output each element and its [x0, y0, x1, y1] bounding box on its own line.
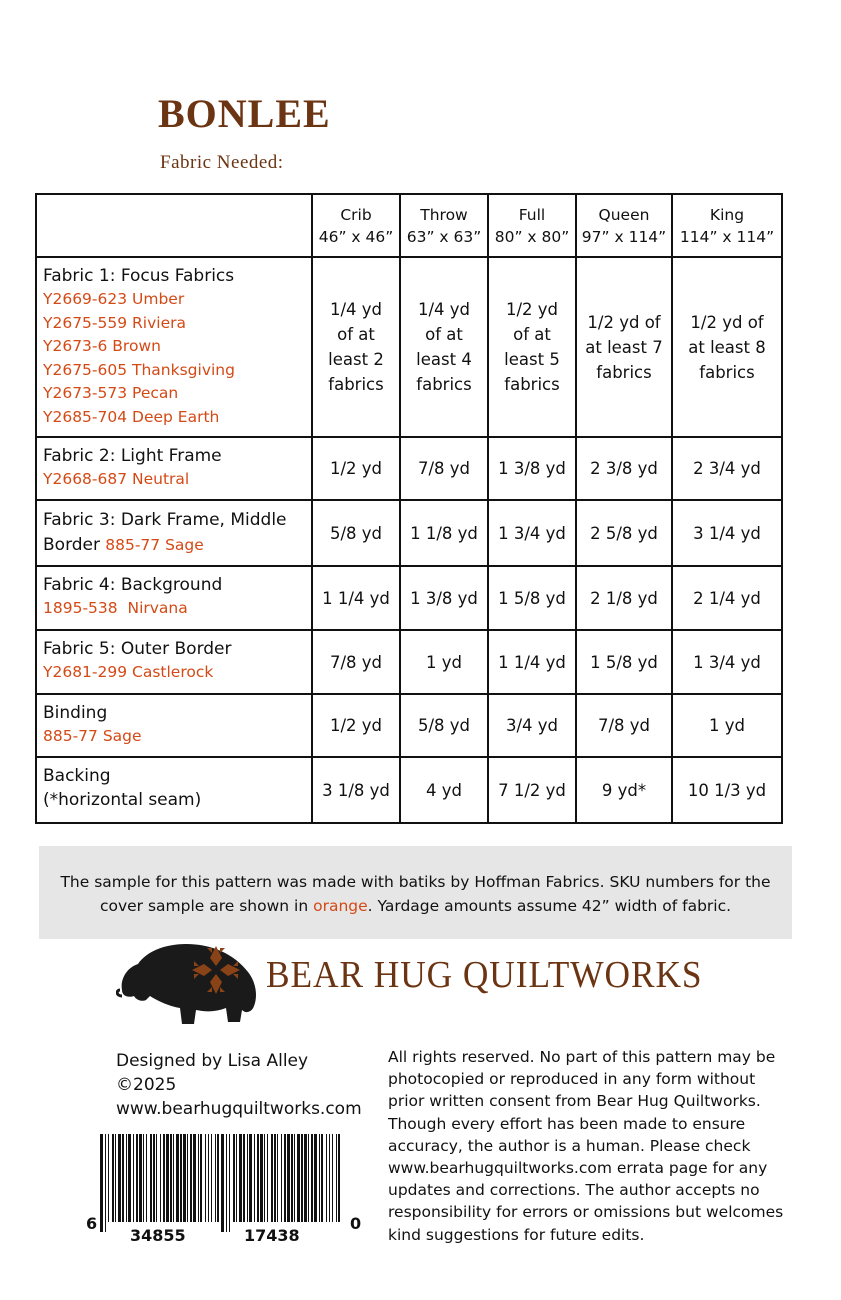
sku-text: Y2669-623 Umber	[43, 290, 185, 308]
amount-cell: 10 1/3 yd	[672, 757, 782, 823]
barcode-bar	[249, 1134, 252, 1222]
note-line-2: cover sample are shown in orange. Yardage amounts assume 42” width of fabric.	[99, 897, 732, 915]
barcode-bar	[321, 1134, 323, 1222]
sku-text: 885-77 Sage	[43, 727, 142, 745]
amount-cell: 2 3/8 yd	[576, 437, 672, 500]
sku-text: 885-77 Sage	[105, 536, 204, 554]
barcode-right-digit: 0	[350, 1214, 362, 1233]
fabric-needed-heading: Fabric Needed:	[160, 152, 284, 173]
barcode-bar	[105, 1134, 106, 1232]
barcode-bar	[274, 1134, 276, 1222]
copyright-line: ©2025	[116, 1075, 177, 1095]
barcode-bar	[176, 1134, 179, 1222]
barcode-bar	[187, 1134, 188, 1222]
table-row	[36, 257, 782, 437]
sku-text: Y2675-605 Thanksgiving	[43, 360, 235, 379]
amount-cell: 1 3/4 yd	[488, 500, 576, 566]
amount-cell: 7 1/2 yd	[488, 757, 576, 823]
amount-cell: 2 1/4 yd	[672, 566, 782, 630]
amount-cell: 1/4 yd of at least 2 fabrics	[312, 257, 400, 437]
barcode-bar	[215, 1134, 216, 1222]
row-label-fabric-3: Fabric 3: Dark Frame, Middle Border 885-77 Sage	[36, 500, 312, 566]
empty-header-cell	[36, 194, 312, 257]
amount-cell: 3 1/8 yd	[312, 757, 400, 823]
row-label-backing: Backing (*horizontal seam)	[36, 757, 312, 823]
amount-cell: 1/2 yd of at least 5 fabrics	[488, 257, 576, 437]
amount-cell: 1/2 yd of at least 7 fabrics	[576, 257, 672, 437]
sku-text: Y2673-6 Brown	[43, 337, 161, 355]
amount-cell: 1 1/8 yd	[400, 500, 488, 566]
barcode-bar	[122, 1134, 124, 1222]
amount-cell: 3/4 yd	[488, 694, 576, 757]
bear-logo-icon	[116, 940, 260, 1026]
barcode-bar	[260, 1134, 263, 1222]
barcode-bar	[308, 1134, 309, 1222]
sku-text: Y2673-573 Pecan	[43, 384, 179, 402]
barcode-bar	[247, 1134, 248, 1222]
barcode-bar	[153, 1134, 155, 1222]
amount-cell: 7/8 yd	[576, 694, 672, 757]
table-row	[36, 630, 782, 694]
fabric-requirements-table	[35, 193, 783, 824]
amount-cell: 7/8 yd	[312, 630, 400, 694]
barcode-bar	[229, 1134, 230, 1232]
rights-statement: All rights reserved. No part of this pattern may be photocopied or reproduced in any form without prior written consent from Bear Hug Quiltworks. Though every effort has been made to ensure accuracy, the author is a human. Please check www.bearhugquiltworks.com errata page for any updates and corrections. The author accepts no responsibility for errors or omissions but welcomes kind suggestions for future edits.	[388, 1048, 784, 1244]
sample-note-box	[39, 846, 792, 939]
credits	[116, 1049, 362, 1121]
barcode-bar	[128, 1134, 131, 1222]
barcode-bar	[294, 1134, 295, 1222]
table-row	[36, 500, 782, 566]
barcode-bar	[243, 1134, 245, 1222]
barcode-bars	[86, 1134, 376, 1232]
barcode-bar	[136, 1134, 138, 1222]
amount-cell: 1/2 yd of at least 8 fabrics	[672, 257, 782, 437]
barcode-group-2: 17438	[244, 1226, 300, 1245]
barcode-bar	[156, 1134, 157, 1222]
barcode-bar	[304, 1134, 307, 1222]
barcode-bar	[297, 1134, 300, 1222]
barcode-bar	[100, 1134, 103, 1232]
barcode-bar	[217, 1134, 219, 1222]
barcode-bar	[319, 1134, 320, 1222]
sku-text: Y2681-299 Castlerock	[43, 663, 214, 681]
table-row	[36, 566, 782, 630]
amount-cell: 2 1/8 yd	[576, 566, 672, 630]
website-line: www.bearhugquiltworks.com	[116, 1099, 362, 1119]
barcode-bar	[221, 1134, 224, 1232]
amount-cell: 2 3/4 yd	[672, 437, 782, 500]
sku-text: Y2668-687 Neutral	[43, 470, 190, 488]
amount-cell: 5/8 yd	[400, 694, 488, 757]
sku-text: Y2675-559 Riviera	[43, 313, 186, 332]
table-row	[36, 437, 782, 500]
barcode-bar	[115, 1134, 116, 1222]
barcode-bar	[166, 1134, 169, 1222]
barcode-bar	[287, 1134, 290, 1222]
barcode-bar	[112, 1134, 114, 1222]
barcode-bar	[239, 1134, 242, 1222]
amount-cell: 3 1/4 yd	[672, 500, 782, 566]
column-header-full: Full 80” x 80”	[488, 194, 576, 257]
designer-line: Designed by Lisa Alley	[116, 1051, 309, 1071]
barcode-bar	[133, 1134, 134, 1222]
amount-cell: 1 yd	[672, 694, 782, 757]
sku-text: 1895-538 Nirvana	[43, 599, 188, 617]
amount-cell: 2 5/8 yd	[576, 500, 672, 566]
row-label-fabric-2: Fabric 2: Light Frame Y2668-687 Neutral	[36, 437, 312, 500]
barcode-bar	[301, 1134, 303, 1222]
barcode-bar	[338, 1134, 340, 1222]
amount-cell: 1 1/4 yd	[312, 566, 400, 630]
amount-cell: 1/4 yd of at least 4 fabrics	[400, 257, 488, 437]
amount-cell: 4 yd	[400, 757, 488, 823]
barcode-bar	[254, 1134, 255, 1222]
barcode-bar	[211, 1134, 212, 1222]
row-label-fabric-1: Fabric 1: Focus Fabrics Y2669-623 Umber Y2675-559 Riviera Y2673-6 Brown Y2675-605 Thanksgiving Y2673-573 Pecan Y2685-704 Deep Earth	[36, 257, 312, 437]
row-label-binding: Binding 885-77 Sage	[36, 694, 312, 757]
amount-cell: 1 3/4 yd	[672, 630, 782, 694]
table-header-row	[36, 194, 782, 257]
amount-cell: 1 3/8 yd	[400, 566, 488, 630]
barcode-bar	[118, 1134, 121, 1222]
barcode-bar	[284, 1134, 286, 1222]
barcode-bar	[311, 1134, 313, 1222]
barcode-bar	[336, 1134, 337, 1222]
amount-cell: 1 5/8 yd	[488, 566, 576, 630]
barcode-bar	[183, 1134, 186, 1222]
row-label-fabric-4: Fabric 4: Background 1895-538 Nirvana	[36, 566, 312, 630]
barcode-bar	[146, 1134, 147, 1222]
barcode-bar	[332, 1134, 333, 1222]
barcode-bar	[205, 1134, 206, 1222]
amount-cell: 1 1/4 yd	[488, 630, 576, 694]
barcode-bar	[163, 1134, 165, 1222]
barcode-bar	[208, 1134, 209, 1222]
barcode-bar	[173, 1134, 174, 1222]
barcode-bar	[233, 1134, 235, 1222]
amount-cell: 7/8 yd	[400, 437, 488, 500]
barcode-bar	[180, 1134, 182, 1222]
column-header-queen: Queen 97” x 114”	[576, 194, 672, 257]
barcode-bar	[281, 1134, 282, 1222]
amount-cell: 9 yd*	[576, 757, 672, 823]
barcode-bar	[264, 1134, 265, 1222]
barcode-bar	[329, 1134, 330, 1222]
amount-cell: 5/8 yd	[312, 500, 400, 566]
amount-cell: 1/2 yd	[312, 694, 400, 757]
barcode-bar	[126, 1134, 127, 1222]
sku-text: Y2685-704 Deep Earth	[43, 407, 220, 426]
barcode-bar	[170, 1134, 172, 1222]
barcode-group-1: 34855	[130, 1226, 186, 1245]
orange-word: orange	[313, 897, 368, 915]
barcode-bar	[314, 1134, 317, 1222]
barcode-bar	[139, 1134, 142, 1222]
barcode-bar	[271, 1134, 273, 1222]
amount-cell: 1 5/8 yd	[576, 630, 672, 694]
barcode-bar	[236, 1134, 237, 1222]
barcode-bar	[277, 1134, 278, 1222]
column-header-crib: Crib 46” x 46”	[312, 194, 400, 257]
barcode-bar	[193, 1134, 196, 1222]
barcode-bar	[190, 1134, 192, 1222]
barcode-left-digit: 6	[86, 1214, 98, 1233]
column-header-king: King 114” x 114”	[672, 194, 782, 257]
table-row	[36, 694, 782, 757]
barcode-bar	[150, 1134, 152, 1222]
barcode-bar	[143, 1134, 144, 1222]
barcode-bar	[257, 1134, 259, 1222]
barcode-bar	[160, 1134, 161, 1222]
amount-cell: 1 3/8 yd	[488, 437, 576, 500]
column-header-throw: Throw 63” x 63”	[400, 194, 488, 257]
barcode-bar	[291, 1134, 293, 1222]
note-line-1: The sample for this pattern was made with batiks by Hoffman Fabrics. SKU numbers for the	[60, 873, 771, 891]
row-label-fabric-5: Fabric 5: Outer Border Y2681-299 Castlerock	[36, 630, 312, 694]
amount-cell: 1/2 yd	[312, 437, 400, 500]
barcode-bar	[267, 1134, 268, 1222]
barcode-bar	[326, 1134, 327, 1222]
brand-name: BEAR HUG QUILTWORKS	[266, 954, 703, 996]
amount-cell: 1 yd	[400, 630, 488, 694]
barcode-bar	[226, 1134, 227, 1232]
table-row	[36, 757, 782, 823]
pattern-title: BONLEE	[158, 91, 331, 136]
barcode-bar	[108, 1134, 109, 1222]
barcode-bar	[200, 1134, 202, 1222]
barcode-bar	[198, 1134, 199, 1222]
barcode	[86, 1134, 376, 1252]
